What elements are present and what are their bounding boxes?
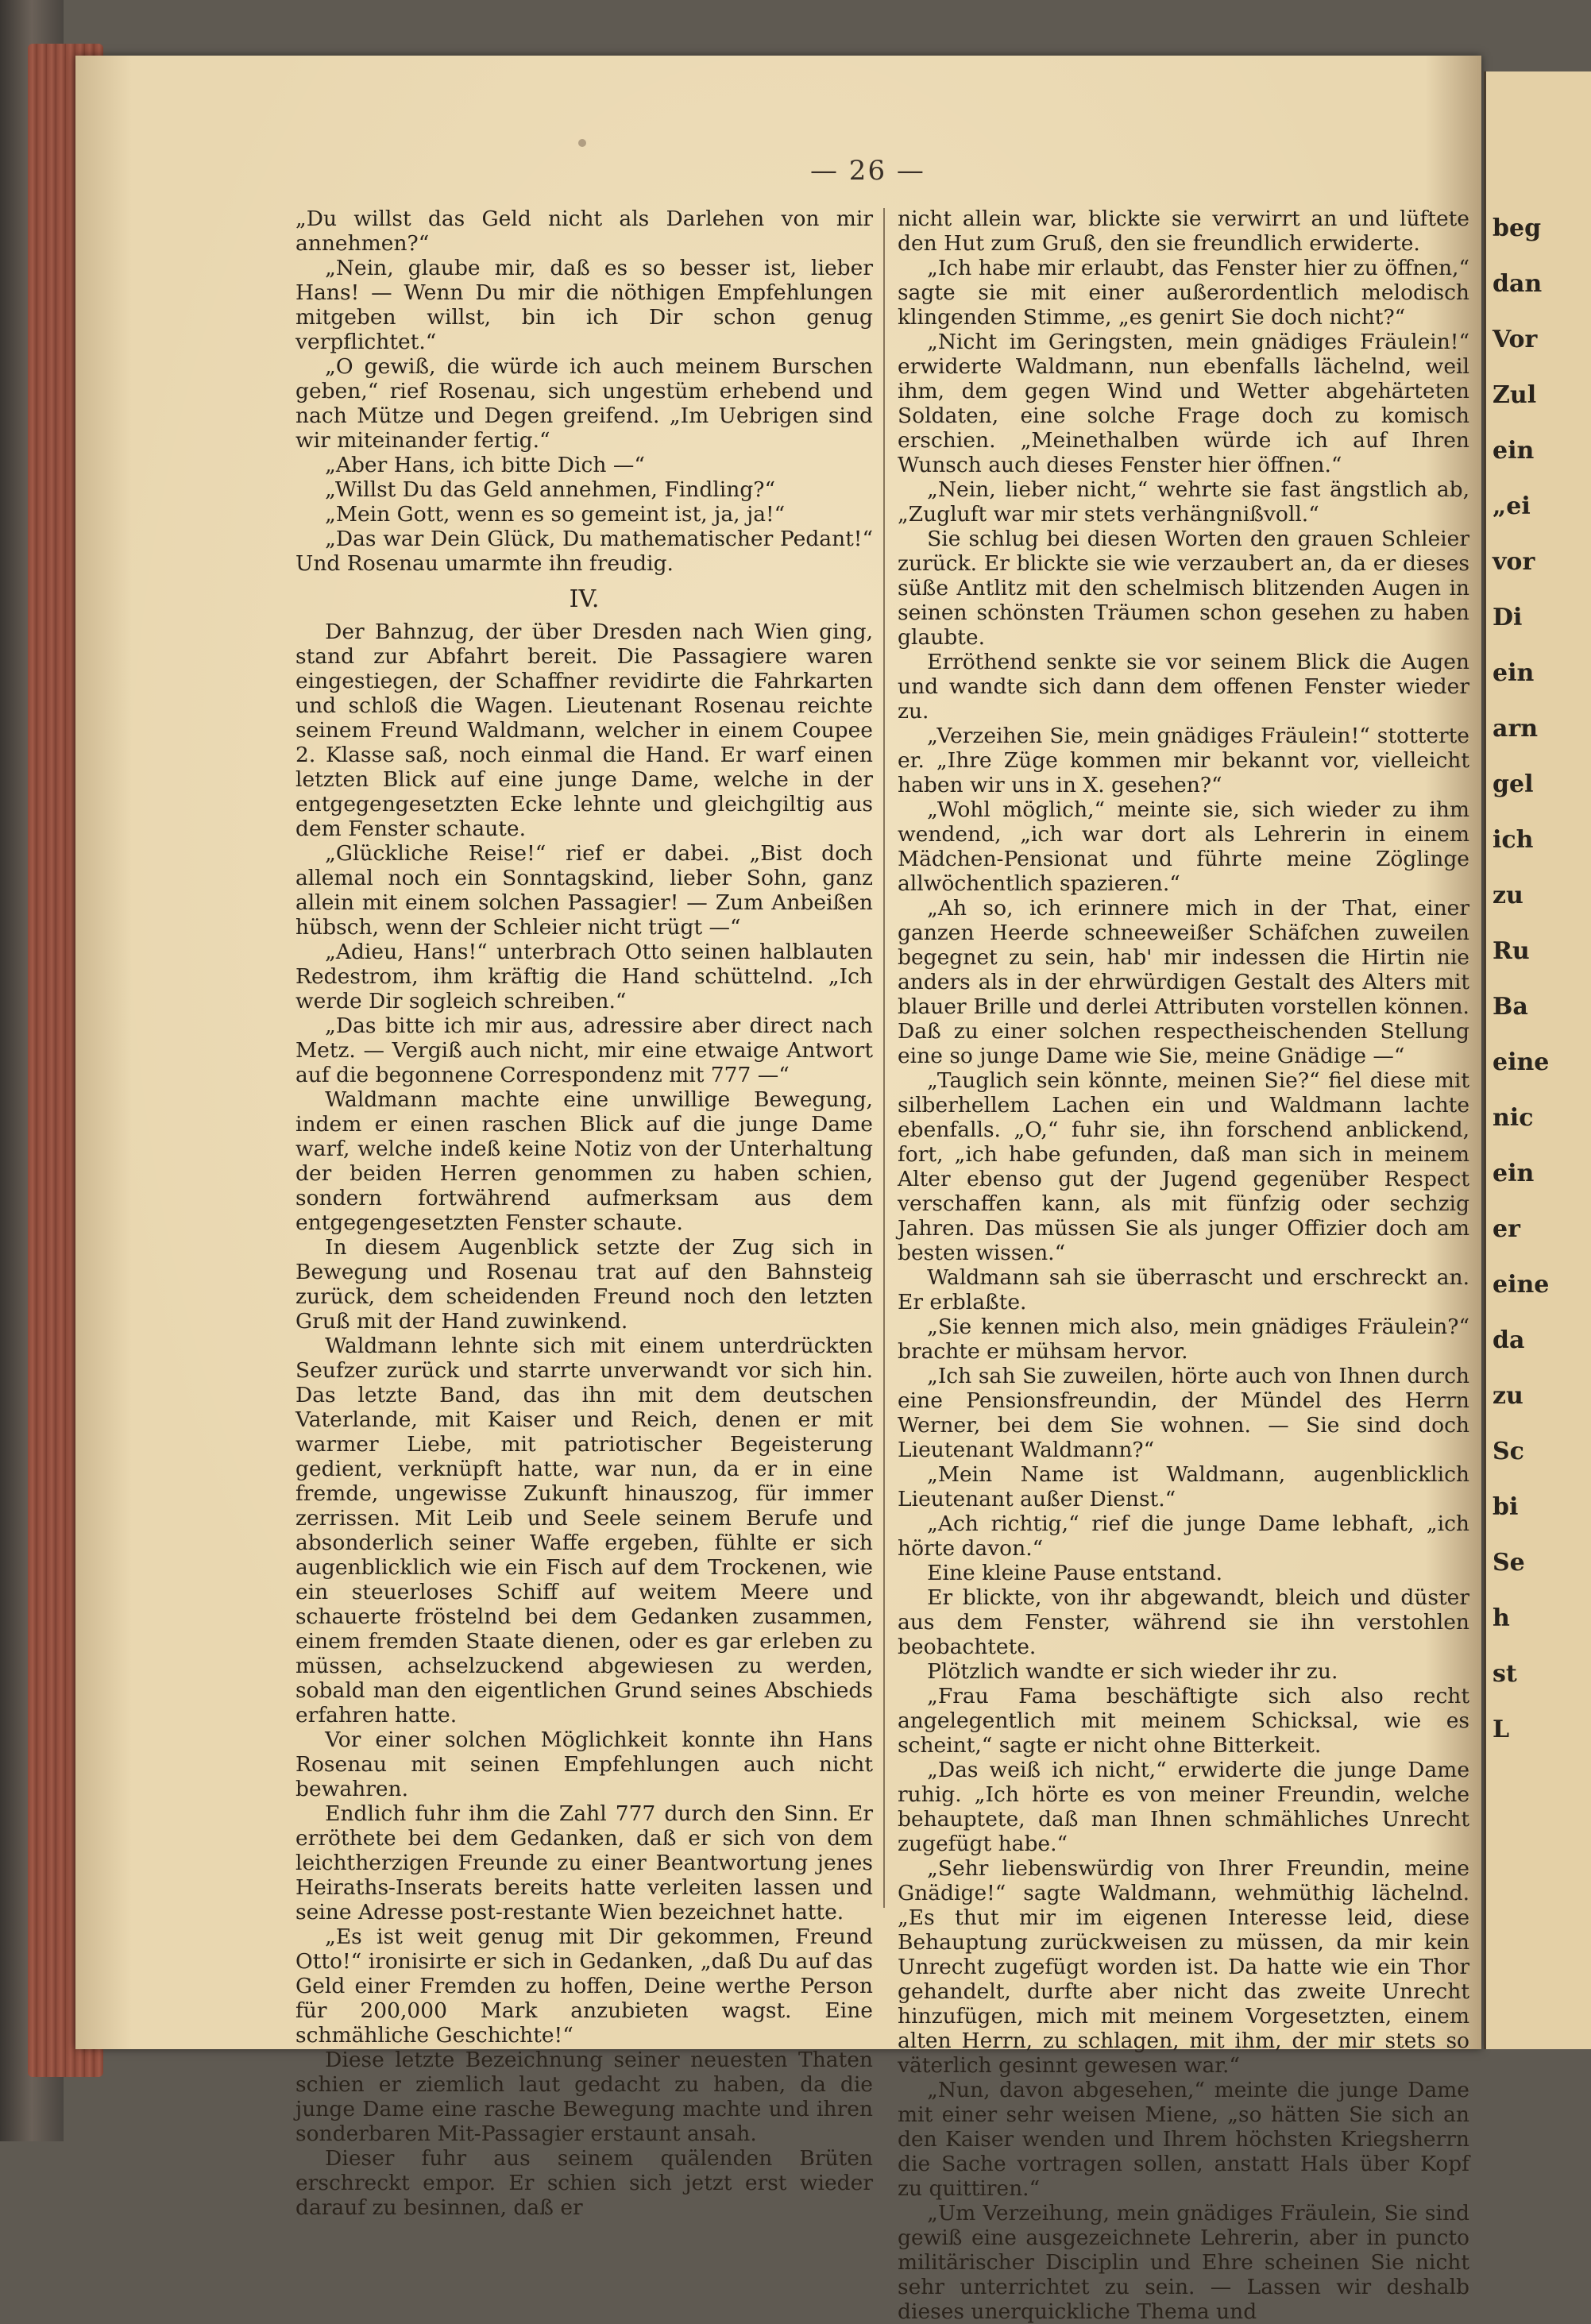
- paragraph: „Ach richtig,“ rief die junge Dame lebhaft, „ich hörte davon.“: [898, 1511, 1469, 1561]
- paragraph: „Ich sah Sie zuweilen, hörte auch von Ihnen durch eine Pensionsfreundin, der Mündel des Herrn Werner, bei dem Sie wohnen. — Sie sind doch Lieutenant Waldmann?“: [898, 1364, 1469, 1462]
- paragraph: Endlich fuhr ihm die Zahl 777 durch den Sinn. Er erröthete bei dem Gedanken, daß er sich von dem leichtherzigen Freunde zu einer Beantwortung jenes Heiraths-Inserats bereits hatte verleiten lassen und seine Adresse post-restante Wien bezeichnet hatte.: [295, 1801, 873, 1924]
- paragraph: „Aber Hans, ich bitte Dich —“: [325, 453, 645, 477]
- paragraph: „Wohl möglich,“ meinte sie, sich wieder zu ihm wendend, „ich war dort als Lehrerin in einem Mädchen-Pensionat und führte meine Zöglinge allwöchentlich spazieren.“: [898, 797, 1469, 896]
- paragraph: Er blickte, von ihr abgewandt, bleich und düster aus dem Fenster, während sie ihn verstohlen beobachtete.: [898, 1585, 1469, 1659]
- column-divider: [883, 208, 885, 1908]
- adjacent-page-word-fragment: er: [1493, 1215, 1520, 1243]
- adjacent-page-word-fragment: ein: [1493, 1160, 1535, 1187]
- paragraph: „Sehr liebenswürdig von Ihrer Freundin, meine Gnädige!“ sagte Waldmann, wehmüthig lächelnd. „Es thut mir im eigenen Interesse leid, diese Behauptung zurückweisen zu müssen, da mir kein Unrecht zugefügt worden ist. Da hatte wie ein Thor gehandelt, durfte aber nicht das zweite Unrecht hinzufügen, mich mit meinem Vorgesetzten, einem alten Herrn, zu schlagen, mit ihm, der mir stets so väterlich gesinnt gewesen war.“: [898, 1856, 1469, 2078]
- paragraph: Vor einer solchen Möglichkeit konnte ihn Hans Rosenau mit seinen Empfehlungen auch nicht bewahren.: [295, 1728, 873, 1801]
- adjacent-page-word-fragment: ein: [1493, 437, 1535, 465]
- adjacent-page-word-fragment: Ba: [1493, 993, 1528, 1021]
- paragraph: Der Bahnzug, der über Dresden nach Wien ging, stand zur Abfahrt bereit. Die Passagiere waren eingestiegen, der Schaffner revidirte die Fahrkarten und schloß die Wagen. Lieutenant Rosenau reichte seinem Freund Waldmann, welcher in einem Coupee 2. Klasse saß, noch einmal die Hand. Er warf einen letzten Blick auf eine junge Dame, welche in der entgegengesetzten Ecke lehnte und gleichgiltig aus dem Fenster schaute.: [295, 620, 873, 841]
- adjacent-page-word-fragment: ich: [1493, 826, 1534, 854]
- right-text-column: [898, 207, 1469, 2324]
- paragraph: Waldmann machte eine unwillige Bewegung, indem er einen raschen Blick auf die junge Dame warf, welche indeß keine Notiz von der Unterhaltung der beiden Herren genommen zu haben schien, sondern fortwährend aufmerksam aus dem entgegengesetzten Fenster schaute.: [295, 1087, 873, 1235]
- adjacent-page-word-fragment: vor: [1493, 548, 1535, 576]
- paragraph: Sie schlug bei diesen Worten den grauen Schleier zurück. Er blickte sie wie verzaubert an, da er dieses süße Antlitz mit den schelmisch blitzenden Augen in seinen schönsten Träumen schon gesehen zu haben glaubte.: [898, 527, 1469, 650]
- adjacent-page-word-fragment: „ei: [1493, 492, 1531, 520]
- adjacent-page-word-fragment: gel: [1493, 770, 1534, 798]
- paragraph: „Es ist weit genug mit Dir gekommen, Freund Otto!“ ironisirte er sich in Gedanken, „daß Du auf das Geld einer Fremden zu hoffen, Deine werthe Person für 200,000 Mark anzubieten wagst. Eine schmähliche Geschichte!“: [295, 1924, 873, 2048]
- paragraph: „Nein, lieber nicht,“ wehrte sie fast ängstlich ab, „Zugluft war mir stets verhängnißvoll.“: [898, 477, 1469, 527]
- adjacent-page-word-fragment: h: [1493, 1604, 1510, 1632]
- adjacent-page-word-fragment: zu: [1493, 1382, 1523, 1410]
- left-text-column: [295, 207, 873, 2220]
- adjacent-page-word-fragment: Di: [1493, 604, 1523, 631]
- adjacent-page-word-fragment: L: [1493, 1716, 1510, 1743]
- paragraph: „Sie kennen mich also, mein gnädiges Fräulein?“ brachte er mühsam hervor.: [898, 1314, 1469, 1364]
- adjacent-page-word-fragment: ein: [1493, 659, 1535, 687]
- ink-spot: [578, 139, 586, 147]
- adjacent-page-word-fragment: Sc: [1493, 1438, 1524, 1465]
- paragraph: „Mein Name ist Waldmann, augenblicklich Lieutenant außer Dienst.“: [898, 1462, 1469, 1511]
- adjacent-page-word-fragment: Vor: [1493, 326, 1538, 353]
- paragraph: In diesem Augenblick setzte der Zug sich in Bewegung und Rosenau trat auf den Bahnsteig zurück, dem scheidenden Freund noch den letzten Gruß mit der Hand zuwinkend.: [295, 1235, 873, 1334]
- adjacent-page-word-fragment: bi: [1493, 1493, 1519, 1521]
- paragraph: „Mein Gott, wenn es so gemeint ist, ja, ja!“: [325, 502, 786, 527]
- paragraph: Eine kleine Pause entstand.: [927, 1561, 1223, 1585]
- paragraph: Dieser fuhr aus seinem quälenden Brüten erschreckt empor. Er schien sich jetzt erst wieder darauf zu besinnen, daß er: [295, 2146, 873, 2220]
- paragraph: „Nicht im Geringsten, mein gnädiges Fräulein!“ erwiderte Waldmann, nun ebenfalls lächelnd, weil ihm, dem gegen Wind und Wetter abgehärteten Soldaten, eine solche Frage doch zu komisch erschien. „Meinethalben würde ich auf Ihren Wunsch auch dieses Fenster hier öffnen.“: [898, 330, 1469, 477]
- adjacent-page-word-fragment: zu: [1493, 882, 1523, 909]
- paragraph: „Glückliche Reise!“ rief er dabei. „Bist doch allemal noch ein Sonntagskind, lieber Sohn, ganz allein mit einem solchen Passagier! — Zum Anbeißen hübsch, wenn der Schleier nicht trügt —“: [295, 841, 873, 940]
- adjacent-page-word-fragment: beg: [1493, 214, 1542, 242]
- paragraph: Waldmann lehnte sich mit einem unterdrückten Seufzer zurück und starrte unverwandt vor sich hin. Das letzte Band, das ihn mit dem deutschen Vaterlande, mit Kaiser und Reich, denen er mit warmer Liebe, mit patriotischer Begeisterung gedient, verknüpft hatte, war nun, da er in eine fremde, ungewisse Zukunft hinauszog, für immer zerrissen. Mit Leib und Seele seinem Berufe und absonderlich seiner Waffe ergeben, fühlte er sich augenblicklich wie ein Fisch auf dem Trockenen, wie ein steuerloses Schiff auf weitem Meere und schauerte fröstelnd bei dem Gedanken zusammen, einem fremden Staate dienen, oder es gar erleben zu müssen, achselzuckend abgewiesen zu werden, sobald man den eigentlichen Grund seines Abschieds erfahren hatte.: [295, 1334, 873, 1728]
- paragraph: „Nein, glaube mir, daß es so besser ist, lieber Hans! — Wenn Du mir die nöthigen Empfehlungen mitgeben willst, bin ich Dir schon genug verpflichtet.“: [295, 256, 873, 354]
- adjacent-page-word-fragment: eine: [1493, 1271, 1550, 1299]
- adjacent-page-word-fragment: eine: [1493, 1048, 1550, 1076]
- adjacent-page-edge: [1484, 71, 1591, 2049]
- paragraph: „Adieu, Hans!“ unterbrach Otto seinen halblauten Redestrom, ihm kräftig die Hand schüttelnd. „Ich werde Dir sogleich schreiben.“: [295, 940, 873, 1013]
- paragraph: „Verzeihen Sie, mein gnädiges Fräulein!“ stotterte er. „Ihre Züge kommen mir bekannt vor, vielleicht haben wir uns in X. gesehen?“: [898, 724, 1469, 797]
- paragraph: „Du willst das Geld nicht als Darlehen von mir annehmen?“: [295, 207, 873, 256]
- paragraph: „O gewiß, die würde ich auch meinem Burschen geben,“ rief Rosenau, sich ungestüm erhebend und nach Mütze und Degen greifend. „Im Uebrigen sind wir miteinander fertig.“: [295, 354, 873, 453]
- adjacent-page-word-fragment: Se: [1493, 1549, 1525, 1577]
- paragraph: „Das weiß ich nicht,“ erwiderte die junge Dame ruhig. „Ich hörte es von meiner Freundin, welche behauptete, daß man Ihnen schmähliches Unrecht zugefügt habe.“: [898, 1758, 1469, 1856]
- paragraph: Diese letzte Bezeichnung seiner neuesten Thaten schien er ziemlich laut gedacht zu haben, da die junge Dame eine rasche Bewegung machte und ihren sonderbaren Mit-Passagier erstaunt ansah.: [295, 2048, 873, 2146]
- adjacent-page-word-fragment: arn: [1493, 715, 1539, 743]
- paragraph: „Frau Fama beschäftigte sich also recht angelegentlich mit meinem Schicksal, wie es scheint,“ sagte er nicht ohne Bitterkeit.: [898, 1684, 1469, 1758]
- paragraph: Erröthend senkte sie vor seinem Blick die Augen und wandte sich dann dem offenen Fenster wieder zu.: [898, 650, 1469, 724]
- paragraph: „Ich habe mir erlaubt, das Fenster hier zu öffnen,“ sagte sie mit einer außerordentlich melodisch klingenden Stimme, „es genirt Sie doch nicht?“: [898, 256, 1469, 330]
- paragraph: „Tauglich sein könnte, meinen Sie?“ fiel diese mit silberhellem Lachen ein und Waldmann lachte ebenfalls. „O,“ fuhr sie, ihn forschend anblickend, fort, „ich habe gefunden, daß man sich in meinem Alter ebenso gut der Jugend gegenüber Respect verschaffen kann, als mit fünfzig oder sechzig Jahren. Das müssen Sie als junger Offizier doch am besten wissen.“: [898, 1068, 1469, 1265]
- paragraph: Waldmann sah sie überrascht und erschreckt an. Er erblaßte.: [898, 1265, 1469, 1314]
- adjacent-page-word-fragment: dan: [1493, 270, 1543, 298]
- adjacent-page-word-fragment: nic: [1493, 1104, 1534, 1132]
- page-number: — 26 —: [810, 155, 925, 187]
- adjacent-page-word-fragment: Zul: [1493, 381, 1537, 409]
- paragraph: „Nun, davon abgesehen,“ meinte die junge Dame mit einer sehr weisen Miene, „so hätten Sie sich an den Kaiser wenden und Ihrem höchsten Kriegsherrn die Sache vortragen sollen, anstatt Hals über Kopf zu quittiren.“: [898, 2078, 1469, 2201]
- adjacent-page-word-fragment: Ru: [1493, 937, 1530, 965]
- paragraph: „Das bitte ich mir aus, adressire aber direct nach Metz. — Vergiß auch nicht, mir eine etwaige Antwort auf die begonnene Correspondenz mit 777 —“: [295, 1013, 873, 1087]
- paragraph: „Das war Dein Glück, Du mathematischer Pedant!“ Und Rosenau umarmte ihn freudig.: [295, 527, 873, 576]
- adjacent-page-word-fragment: st: [1493, 1660, 1517, 1688]
- chapter-heading: IV.: [569, 585, 600, 613]
- paragraph: „Ah so, ich erinnere mich in der That, einer ganzen Heerde schneeweißer Schäfchen zuweilen begegnet zu sein, hab' mir indessen die Hirtin nie anders als in der ehrwürdigen Gestalt des Alters mit blauer Brille und derlei Attributen vorstellen können. Daß zu einer solchen respectheischenden Stellung eine so junge Dame wie Sie, meine Gnädige —“: [898, 896, 1469, 1068]
- paragraph: „Willst Du das Geld annehmen, Findling?“: [325, 477, 776, 502]
- paragraph: Plötzlich wandte er sich wieder ihr zu.: [927, 1659, 1338, 1684]
- adjacent-page-word-fragment: da: [1493, 1326, 1525, 1354]
- paragraph: nicht allein war, blickte sie verwirrt an und lüftete den Hut zum Gruß, den sie freundlich erwiderte.: [898, 207, 1469, 256]
- paragraph: „Um Verzeihung, mein gnädiges Fräulein, Sie sind gewiß eine ausgezeichnete Lehrerin, aber in puncto militärischer Disciplin und Ehre scheinen Sie nicht sehr unterrichtet zu sein. — Lassen wir deshalb dieses unerquickliche Thema und: [898, 2201, 1469, 2324]
